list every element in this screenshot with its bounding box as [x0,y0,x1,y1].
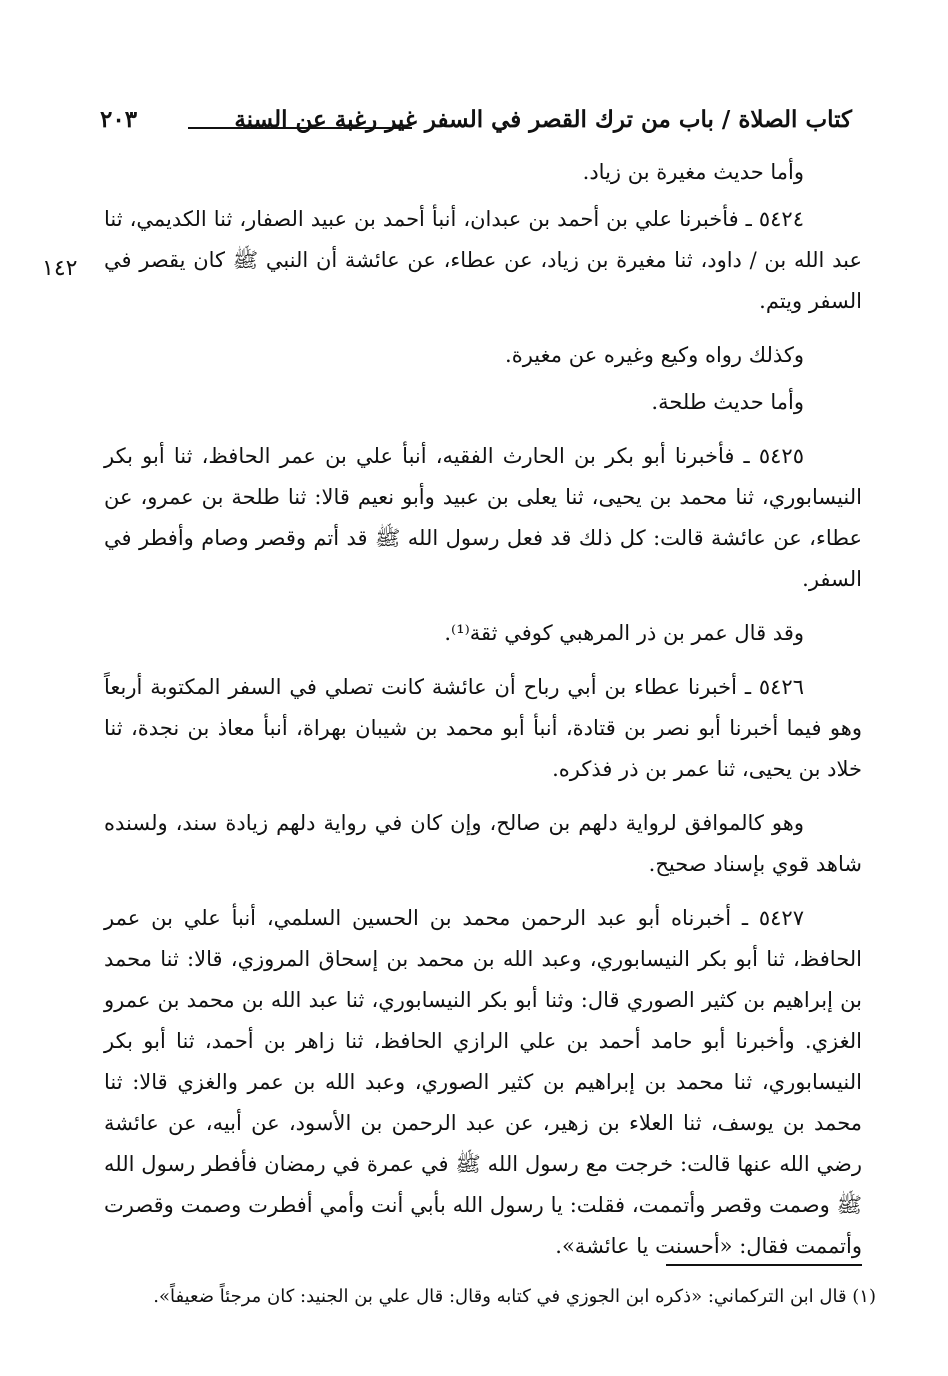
hadith-5424: ٥٤٢٤ ـ فأخبرنا علي بن أحمد بن عبدان، أنبأ أحمد بن عبيد الصفار، ثنا الكديمي، ثنا عبد الله بن / داود، ثنا مغيرة بن زياد، عن عطاء، عن عائشة أن النبي ﷺ كان يقصر في السفر ويتم. [104,207,862,313]
paragraph: وكذلك رواه وكيع وغيره عن مغيرة. [505,343,804,367]
margin-page-reference: ١٤٢ [42,256,78,281]
paragraph: وهو كالموافق لرواية دلهم بن صالح، وإن كان في رواية دلهم زيادة سند، ولسنده شاهد قوي بإسناد صحيح. [104,811,862,876]
paragraph: وأما حديث مغيرة بن زياد. [582,160,804,184]
page-number: ٢٠٣ [100,106,138,133]
hadith-5427: ٥٤٢٧ ـ أخبرناه أبو عبد الرحمن محمد بن الحسين السلمي، أنبأ علي بن عمر الحافظ، ثنا أبو بكر النيسابوري، وعبد الله بن محمد بن إسحاق المروزي، قالا: ثنا محمد بن إبراهيم بن كثير الصوري قال: وثنا أبو بكر النيسابوري، ثنا عبد الله بن محمد بن عمرو الغزي. وأخبرنا أبو حامد أحمد بن علي الرازي الحافظ، ثنا زاهر بن أحمد، ثنا أبو بكر النيسابوري، ثنا محمد بن إبراهيم بن كثير الصوري، وعبد الله بن عمر والغزي قالا: ثنا محمد بن يوسف، ثنا العلاء بن زهير، عن عبد الرحمن بن الأسود، عن أبيه، عن عائشة رضي الله عنها قالت: خرجت مع رسول الله ﷺ في عمرة في رمضان فأفطر رسول الله ﷺ وصمت وقصر وأتممت، فقلت: يا رسول الله بأبي أنت وأمي أفطرت وصمت وقصرت وأتممت فقال: «أحسنت يا عائشة». [104,906,862,1258]
main-text [104,152,862,1280]
header-rule [188,127,412,129]
footnote-rule [666,1264,862,1266]
running-header [100,100,852,140]
paragraph: وقد قال عمر بن ذر المرهبي كوفي ثقة⁽¹⁾. [444,621,804,645]
paragraph: وأما حديث طلحة. [651,390,804,414]
header-title: كتاب الصلاة / باب من ترك القصر في السفر غير رغبة عن السنة [234,106,852,133]
hadith-5426: ٥٤٢٦ ـ أخبرنا عطاء بن أبي رباح أن عائشة كانت تصلي في السفر المكتوبة أربعاً وهو فيما أخبرنا أبو نصر بن قتادة، أنبأ أبو محمد بن شيبان بهراة، أنبأ معاذ بن نجدة، ثنا خلاد بن يحيى، ثنا عمر بن ذر فذكره. [104,675,862,781]
hadith-5425: ٥٤٢٥ ـ فأخبرنا أبو بكر بن الحارث الفقيه، أنبأ علي بن عمر الحافظ، ثنا أبو بكر النيسابوري، ثنا محمد بن يحيى، ثنا يعلى بن عبيد وأبو نعيم قالا: ثنا طلحة بن عمرو، عن عطاء، عن عائشة قالت: كل ذلك قد فعل رسول الله ﷺ قد أتم وقصر وصام وأفطر في السفر. [104,444,862,591]
footnote: (١) قال ابن التركماني: «ذكره ابن الجوزي في كتابه وقال: قال علي بن الجنيد: كان مرجئاً ضعيفاً». [153,1286,876,1307]
